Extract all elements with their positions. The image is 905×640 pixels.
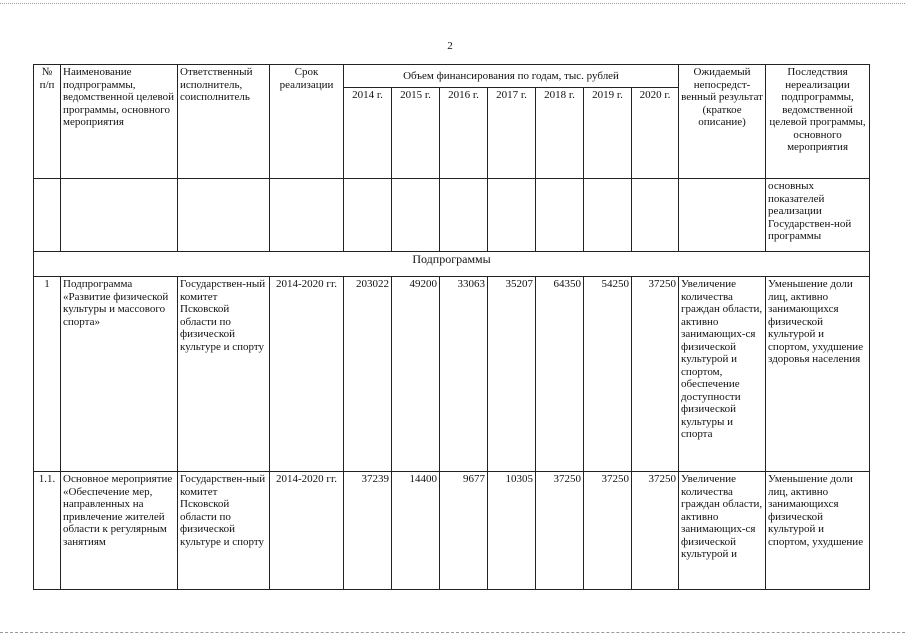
continuation-row bbox=[34, 179, 870, 252]
header-year: 2020 г. bbox=[632, 88, 679, 179]
value-cell: 64350 bbox=[536, 277, 584, 472]
header-year: 2015 г. bbox=[392, 88, 440, 179]
row-responsible: Государствен-ный комитет Псковской области по физической культуре и спорту bbox=[178, 472, 270, 590]
value-cell: 37250 bbox=[632, 472, 679, 590]
scan-edge-top bbox=[0, 3, 905, 4]
row-num: 1 bbox=[34, 277, 61, 472]
empty-cell bbox=[440, 179, 488, 252]
value-cell: 35207 bbox=[488, 277, 536, 472]
header-funding: Объем финансирования по годам, тыс. рублей bbox=[344, 65, 679, 88]
header-responsible: Ответственный исполнитель, соисполнитель bbox=[178, 65, 270, 179]
header-year: 2016 г. bbox=[440, 88, 488, 179]
empty-cell bbox=[34, 179, 61, 252]
page-number: 2 bbox=[447, 40, 453, 52]
value-cell: 203022 bbox=[344, 277, 392, 472]
empty-cell bbox=[61, 179, 178, 252]
empty-cell bbox=[344, 179, 392, 252]
value-cell: 9677 bbox=[440, 472, 488, 590]
header-year: 2017 г. bbox=[488, 88, 536, 179]
table-row bbox=[34, 472, 870, 590]
value-cell: 37250 bbox=[584, 472, 632, 590]
row-consequences: Уменьшение доли лиц, активно занимающихся физической культурой и спортом, ухудшение bbox=[766, 472, 870, 590]
header-num: № п/п bbox=[34, 65, 61, 179]
empty-cell bbox=[632, 179, 679, 252]
row-expected: Увеличение количества граждан области, активно занимающих-ся физической культурой и спортом, обеспечение доступности физической культуры и спорта bbox=[679, 277, 766, 472]
empty-cell bbox=[584, 179, 632, 252]
section-row bbox=[34, 252, 870, 277]
section-title: Подпрограммы bbox=[34, 252, 870, 277]
value-cell: 37239 bbox=[344, 472, 392, 590]
empty-cell bbox=[536, 179, 584, 252]
row-consequences: Уменьшение доли лиц, активно занимающихся физической культурой и спортом, ухудшение здоровья населения bbox=[766, 277, 870, 472]
scan-edge-bottom bbox=[0, 632, 905, 633]
value-cell: 54250 bbox=[584, 277, 632, 472]
row-responsible: Государствен-ный комитет Псковской области по физической культуре и спорту bbox=[178, 277, 270, 472]
header-expected: Ожидаемый непосредст-венный результат (краткое описание) bbox=[679, 65, 766, 179]
header-year: 2019 г. bbox=[584, 88, 632, 179]
header-consequences: Последствия нереализации подпрограммы, ведомственной целевой программы, основного мероприятия bbox=[766, 65, 870, 179]
header-name: Наименование подпрограммы, ведомственной целевой программы, основного мероприятия bbox=[61, 65, 178, 179]
row-term: 2014-2020 гг. bbox=[270, 277, 344, 472]
value-cell: 33063 bbox=[440, 277, 488, 472]
empty-cell bbox=[392, 179, 440, 252]
value-cell: 10305 bbox=[488, 472, 536, 590]
row-num: 1.1. bbox=[34, 472, 61, 590]
empty-cell bbox=[178, 179, 270, 252]
value-cell: 37250 bbox=[536, 472, 584, 590]
empty-cell bbox=[270, 179, 344, 252]
header-year: 2014 г. bbox=[344, 88, 392, 179]
row-name: Подпрограмма «Развитие физической культуры и массового спорта» bbox=[61, 277, 178, 472]
header-year: 2018 г. bbox=[536, 88, 584, 179]
empty-cell bbox=[488, 179, 536, 252]
continuation-text: основных показателей реализации Государствен-ной программы bbox=[766, 179, 870, 252]
row-name: Основное мероприятие «Обеспечение мер, направленных на привлечение жителей области к регулярным занятиям bbox=[61, 472, 178, 590]
value-cell: 49200 bbox=[392, 277, 440, 472]
empty-cell bbox=[679, 179, 766, 252]
row-expected: Увеличение количества граждан области, активно занимающих-ся физической культурой и bbox=[679, 472, 766, 590]
header-row bbox=[34, 65, 870, 88]
value-cell: 14400 bbox=[392, 472, 440, 590]
table-row bbox=[34, 277, 870, 472]
row-term: 2014-2020 гг. bbox=[270, 472, 344, 590]
value-cell: 37250 bbox=[632, 277, 679, 472]
header-term: Срок реализации bbox=[270, 65, 344, 179]
financing-table bbox=[33, 64, 870, 590]
